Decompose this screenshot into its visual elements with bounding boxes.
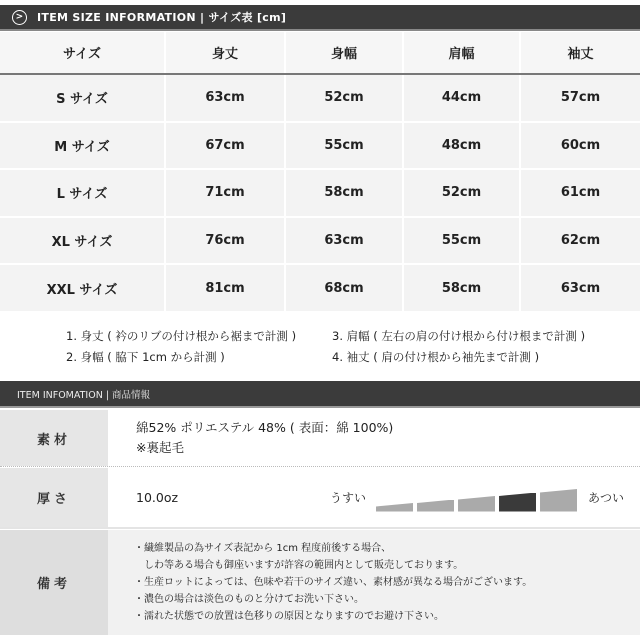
table-cell: 55cm [285,122,403,170]
material-value: 綿52% ポリエステル 48% ( 表面：綿 100%) [136,420,394,435]
table-cell: S サイズ [0,74,165,122]
thick-label: あつい [588,491,625,505]
table-cell: 67cm [165,122,285,170]
remarks-label: 備考 [0,530,108,635]
remarks-row [0,530,640,635]
size-table [0,32,640,313]
table-row [0,122,640,170]
remark-line: ・繊維製品の為サイズ表記から 1cm 程度前後する場合、 [134,543,392,554]
material-row [0,410,640,467]
table-cell: XXL サイズ [0,264,165,312]
column-header: 身幅 [285,32,403,74]
table-cell: 57cm [520,74,640,122]
table-cell: 55cm [403,217,520,265]
note: 4. 袖丈 ( 肩の付け根から袖先まで計測 ) [332,350,540,364]
remark-line: ・濡れた状態での放置は色移りの原因となりますのでお避け下さい。 [134,611,444,622]
table-cell: M サイズ [0,122,165,170]
remark-line: ・濃色の場合は淡色のものと分けてお洗い下さい。 [134,594,364,605]
thickness-value: 10.0oz [136,489,179,505]
table-cell: 58cm [285,169,403,217]
material-label: 素材 [0,410,108,466]
measurement-notes-left [66,326,296,368]
note: 1. 身丈 ( 衿のリブの付け根から裾まで計測 ) [66,329,297,343]
table-cell: 62cm [520,217,640,265]
table-cell: L サイズ [0,169,165,217]
thickness-segment [458,496,495,512]
column-header: 肩幅 [403,32,520,74]
table-header-row [0,32,640,74]
remark-line: しわ等ある場合も御座いますが許容の範囲内として販売しております。 [134,560,464,571]
table-cell: 60cm [520,122,640,170]
table-cell: 76cm [165,217,285,265]
column-header: 袖丈 [520,32,640,74]
table-cell: 52cm [285,74,403,122]
column-header: 身丈 [165,32,285,74]
note: 2. 身幅 ( 脇下 1cm から計測 ) [66,350,225,364]
table-cell: 52cm [403,169,520,217]
table-cell: 63cm [165,74,285,122]
item-info-header [0,381,640,408]
table-cell: 61cm [520,169,640,217]
table-row [0,74,640,122]
measurement-notes-right [332,326,585,368]
table-row [0,169,640,217]
thin-label: うすい [330,491,367,505]
table-cell: 63cm [285,217,403,265]
table-cell: 58cm [403,264,520,312]
size-info-header [0,5,640,31]
thickness-segment [540,489,577,512]
remark-line: ・生産ロットによっては、色味や若干のサイズ違い、素材感が異なる場合がございます。 [134,577,533,588]
table-row [0,264,640,312]
thickness-segment [417,500,454,512]
thickness-segment [499,493,536,512]
table-cell: 44cm [403,74,520,122]
table-cell: 71cm [165,169,285,217]
table-row [0,217,640,265]
table-cell: 68cm [285,264,403,312]
thickness-segment [376,503,413,512]
table-cell: 48cm [403,122,520,170]
size-info-title: ITEM SIZE INFORMATION | サイズ表 [cm] [37,11,287,24]
column-header: サイズ [0,32,165,74]
chevron-right-circle-icon: > [12,10,27,25]
material-note: ※裏起毛 [136,440,184,455]
thickness-row [0,468,640,529]
note: 3. 肩幅 ( 左右の肩の付け根から付け根まで計測 ) [332,329,586,343]
thickness-label: 厚さ [0,468,108,527]
item-info-title: ITEM INFOMATION | 商品情報 [17,389,151,401]
table-cell: 81cm [165,264,285,312]
table-cell: 63cm [520,264,640,312]
table-cell: XL サイズ [0,217,165,265]
thickness-scale [330,468,624,527]
